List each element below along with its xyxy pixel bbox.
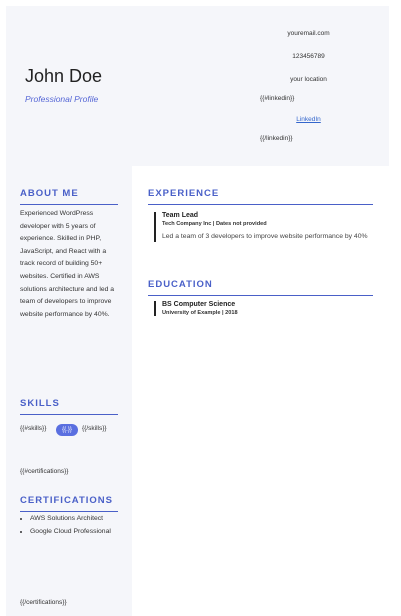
about-me-text: Experienced WordPress developer with 5 years of experience. Skilled in PHP, JavaScript, and React with a track record of building 50+ websites. Certified in AWS solutions architecture and led a team of developers to improve website performance by 40%.	[20, 210, 115, 318]
profile-subtitle: Professional Profile	[25, 94, 99, 104]
experience-entry	[154, 212, 387, 242]
skills-close-tag: {{/skills}}	[82, 425, 107, 432]
degree-meta: University of Example | 2018	[162, 310, 238, 316]
skills-heading: SKILLS	[20, 398, 118, 415]
certifications-heading: CERTIFICATIONS	[20, 495, 118, 512]
job-meta: Tech Company Inc | Dates not provided	[162, 221, 267, 227]
linkedin-link[interactable]: LinkedIn	[296, 116, 321, 123]
education-entry	[154, 301, 387, 316]
skills-open-tag: {{#skills}}	[20, 425, 47, 432]
linkedin-close-tag: {{/linkedin}}	[260, 135, 293, 142]
linkedin-link-wrap	[246, 116, 371, 123]
certification-item: • Google Cloud Professional	[30, 526, 134, 539]
job-title: Team Lead	[162, 212, 199, 219]
experience-heading: EXPERIENCE	[148, 188, 373, 205]
degree-title: BS Computer Science	[162, 301, 236, 308]
linkedin-open-tag: {{#linkedin}}	[260, 95, 295, 102]
resume-sidebar	[6, 166, 132, 616]
resume-main	[132, 166, 389, 616]
certifications-list	[20, 513, 134, 538]
about-me-heading: ABOUT ME	[20, 188, 118, 205]
skill-pill: {{.}}	[56, 424, 78, 436]
candidate-name: John Doe	[25, 66, 103, 86]
job-description: Led a team of 3 developers to improve website performance by 40%	[162, 233, 368, 240]
contact-email: youremail.com	[287, 30, 330, 37]
contact-phone: 123456789	[292, 53, 325, 60]
certifications-close-tag: {{/certifications}}	[20, 599, 67, 606]
resume-header	[6, 6, 389, 166]
education-heading: EDUCATION	[148, 279, 373, 296]
certifications-open-tag: {{#certifications}}	[20, 468, 69, 475]
contact-location: your location	[290, 76, 327, 83]
certification-item: • AWS Solutions Architect	[30, 513, 134, 526]
resume-page	[6, 6, 389, 616]
